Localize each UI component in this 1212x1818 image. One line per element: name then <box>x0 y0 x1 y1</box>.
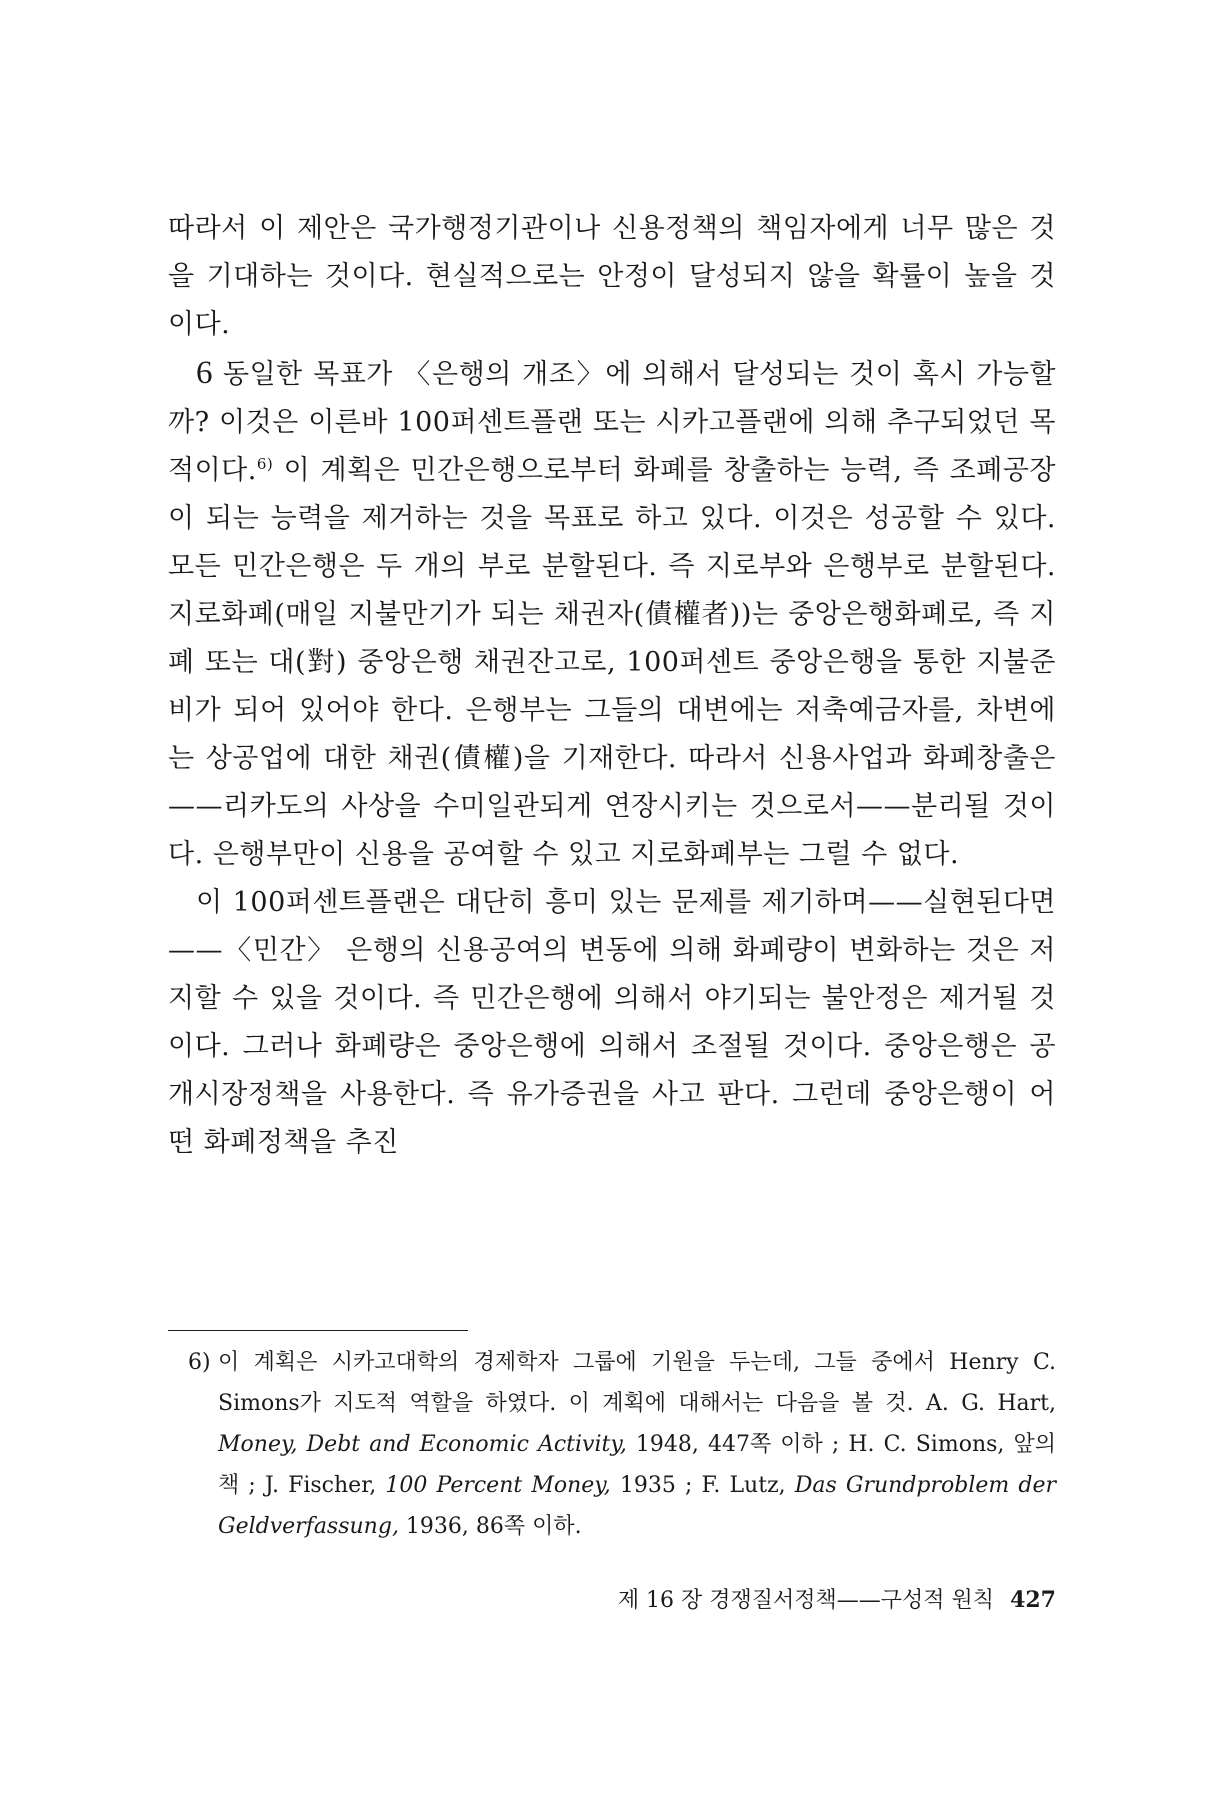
footnote-title-3: Das Grundproblem der Geldverfassung, <box>218 1473 1057 1539</box>
paragraph-6 <box>168 349 1056 879</box>
footnote-title-1: Money, Debt and Economic Activity, <box>218 1432 627 1457</box>
footnote-reference[interactable]: 6) <box>256 455 274 473</box>
paragraph-3: 이 100퍼센트플랜은 대단히 흥미 있는 문제를 제기하며——실현된다면——〈민간〉 은행의 신용공여의 변동에 의해 화폐량이 변화하는 것은 저지할 수 있을 것이다. 즉 민간은행에 의해서 야기되는 불안정은 제거될 것이다. 그러나 화폐량은 중앙은행에 의해서 조절될 것이다. 중앙은행은 공개시장정책을 사용한다. 즉 유가증권을 사고 판다. 그런데 중앙은행이 어떤 화폐정책을 추진 <box>168 887 1056 1158</box>
chapter-title: 제 16 장 경쟁질서정책——구성적 원칙 <box>617 1588 995 1613</box>
paragraph-1: 따라서 이 제안은 국가행정기관이나 신용정책의 책임자에게 너무 많은 것을 기대하는 것이다. 현실적으로는 안정이 달성되지 않을 확률이 높을 것이다. <box>168 213 1056 340</box>
footnote-text-1: 이 계획은 시카고대학의 경제학자 그룹에 기원을 두는데, 그들 중에서 Henry C. Simons가 지도적 역할을 하였다. 이 계획에 대해서는 다음을 볼 것. A. G. Hart, <box>218 1350 1056 1416</box>
footnote-text-4: 1936, 86쪽 이하. <box>398 1514 582 1539</box>
paragraph-6-text-part2: 이 계획은 민간은행으로부터 화폐를 창출하는 능력, 즉 조폐공장이 되는 능력을 제거하는 것을 목표로 하고 있다. 이것은 성공할 수 있다. 모든 민간은행은 두 개의 부로 분할된다. 즉 지로부와 은행부로 분할된다. 지로화폐(매일 지불만기가 되는 채권자(債權者))는 중앙은행화폐로, 즉 지폐 또는 대(對) 중앙은행 채권잔고로, 100퍼센트 중앙은행을 통한 지불준비가 되어 있어야 한다. 은행부는 그들의 대변에는 저축예금자를, 차변에는 상공업에 대한 채권(債權)을 기재한다. 따라서 신용사업과 화폐창출은——리카도의 사상을 수미일관되게 연장시키는 것으로서——분리될 것이다. 은행부만이 신용을 공여할 수 있고 지로화폐부는 그럴 수 없다. <box>168 455 1056 870</box>
footnote-6 <box>188 1342 1056 1547</box>
main-text <box>168 205 1056 1167</box>
footnote-title-2: 100 Percent Money, <box>385 1473 611 1498</box>
paragraph-6-text-part1: 동일한 목표가 〈은행의 개조〉에 의해서 달성되는 것이 혹시 가능할까? 이것은 이른바 100퍼센트플랜 또는 시카고플랜에 의해 추구되었던 목적이다. <box>168 359 1056 486</box>
footnote-separator <box>168 1330 468 1331</box>
page-number: 427 <box>1010 1587 1056 1613</box>
running-footer <box>500 1585 1056 1616</box>
footnote-number: 6) <box>188 1350 211 1375</box>
footnote-text-2: 1948, 447쪽 이하 ; H. C. Simons, 앞의 책 ; J. Fischer, <box>218 1432 1056 1498</box>
paragraph-number: 6 <box>196 355 213 391</box>
footnote-block <box>188 1342 1056 1547</box>
footnote-text-3: 1935 ; F. Lutz, <box>610 1473 795 1498</box>
